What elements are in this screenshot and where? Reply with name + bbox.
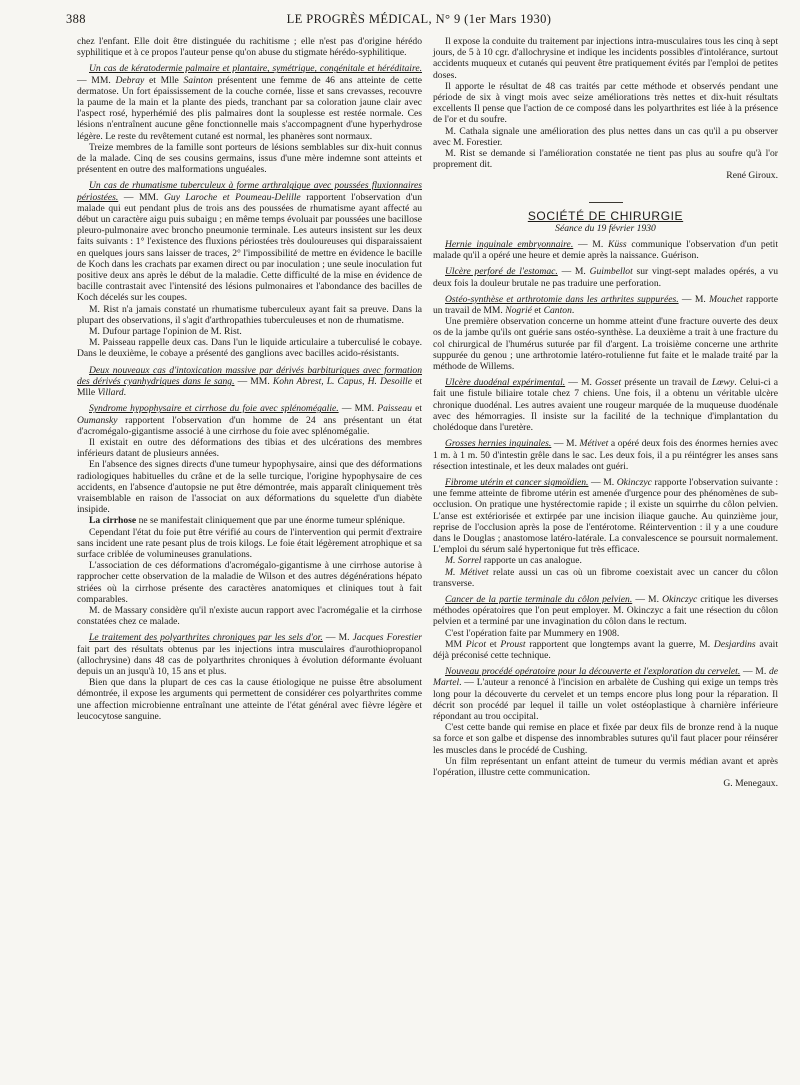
signature-menegaux: G. Menegaux.	[723, 778, 778, 790]
author-name: Okinczyc	[616, 476, 652, 488]
author-name: Mouchet	[709, 293, 743, 305]
author-name: Villard	[97, 387, 124, 399]
article-heading: Fibrome utérin et cancer sigmoïdien.	[445, 476, 589, 488]
author-name: Küss	[607, 239, 627, 251]
article-heading: Un cas de rhumatisme tuberculeux à forme arthralgique avec poussées fluxionnaires périostées.	[77, 180, 422, 203]
journal-title: LE PROGRÈS MÉDICAL, N° 9 (1er Mars 1930)	[286, 12, 552, 26]
paragraph: C'est l'opération faite par Mummery en 1908.	[445, 627, 620, 639]
discussion-dufour: M. Dufour partage l'opinion de M. Rist.	[89, 326, 242, 338]
discussion-rist: M. Rist se demande si l'amélioration constatée ne tient pas plus au soufre qu'à l'or proprement dit.	[433, 148, 778, 171]
article-heading: Le traitement des polyarthrites chroniques par les sels d'or.	[89, 632, 323, 644]
article-heading: Ostéo-synthèse et arthrotomie dans les arthrites suppurées.	[445, 293, 679, 305]
author-name: Lœwy	[711, 377, 735, 389]
author-name: Picot	[465, 638, 487, 650]
article-text: fait part des résultats obtenus par les injections intra musculaires d'aurothiopropanol (allochrysine) dans 48 cas de polyarthrites chroniques à évolution déformante évoluant depuis un an jusqu'à 10, 15 ans et plus.	[77, 643, 422, 677]
author-name: Nogrié	[505, 305, 532, 317]
article-text: rapportent l'observation d'un homme de 24 ans présentant un état d'acromégalo-gigantisme associé à une cirrhose du foie avec splénomégalie.	[77, 414, 422, 437]
discussion-rist: M. Rist n'a jamais constaté un rhumatisme tuberculeux ayant fait sa preuve. Dans la plupart des observations, il s'agit d'arthropathies tuberculeuses et non de rhumatisme.	[77, 303, 423, 326]
paragraph: Il apporte le résultat de 48 cas traités par cette méthode et observés pendant une période de six à vingt mois avec seize améliorations très nettes et dix-huit résultats excellents Il pense que l'action de ce composé dans les polyarthrites est liée à la présence de l'or et du soufre.	[433, 80, 778, 126]
article-heading: Hernie inguinale embryonnaire.	[445, 239, 574, 251]
paragraph: C'est cette bande qui remise en place et fixée par deux fils de bronze rend à la nuque sa force et son galbe et dispense des innombrables sutures qu'il faut placer pour réinsérer les muscles dans le procédé de Cushing.	[433, 722, 778, 756]
author-name: Okinczyc	[662, 593, 698, 605]
article-cancer-colon: Cancer de la partie terminale du côlon pelvien. — M. Okinczyc critique les diverses méthodes opératoires que l'on peut employer. M. Okinczyc a fait une résection du côlon pelvien et a terminé par une invagination du côlon dans le rectum.	[433, 593, 778, 628]
paragraph: Un film représentant un enfant atteint de tumeur du vermis médian avant et après l'opération, illustre cette communication.	[433, 755, 778, 778]
article-heading: Grosses hernies inguinales.	[445, 438, 552, 450]
discussion-massary: M. de Massary considère qu'il n'existe aucun rapport avec l'acromégalie et la cirrhose constatées chez ce malade.	[77, 604, 422, 628]
discussion-sorrel: M. Sorrel rapporte un cas analogue.	[445, 555, 582, 567]
article-heading: Un cas de kératodermie palmaire et plantaire, symétrique, congénitale et héréditaire.	[89, 63, 422, 75]
article-text: rapportent l'observation d'un malade qui eut pendant plus de trois ans des poussées de rhumatisme ayant affecté au début un caractère aigu puis subaigu ; en même temps évoluait par poussées une bacillose pleuro-pulmonaire avec broncho pneumonie terminale. Les auteurs insistent sur les deux faits suivants : 1° l'existence des fluxions périostées très douloureuses qui disparaissaient en quelques jours sans laisser de traces, 2° l'impossibilité de mettre en évidence le bacille de Koch dans les crachats par examen direct ou par inoculation ; une seule inoculation fut positive deux ans après le début de la maladie. Cette difficulté de la mise en évidence de bacille contrastait avec l'intensité des lésions pulmonaires et l'abondance des bacilles de Koch décelés sur les coupes.	[77, 191, 422, 304]
paragraph: chez l'enfant. Elle doit être distinguée du rachitisme ; elle n'est pas d'origine hérédo syphilitique et à ce propos l'auteur pense qu'on abuse du stigmate hérédo-syphilitique.	[77, 36, 422, 59]
article-heading: Nouveau procédé opératoire pour la découverte et l'exploration du cervelet.	[445, 666, 741, 678]
article-rhumatisme: Un cas de rhumatisme tuberculeux à forme arthralgique avec poussées fluxionnaires périostées. — MM. Guy Laroche et Poumeau-Delille rapportent l'observation d'un malade qui eut pendant plus de trois ans des poussées de rhumatisme ayant affecté au début un caractère aigu puis subaigu ; en même temps évoluait par poussées une bacillose pleuro-pulmonaire avec broncho pneumonie terminale. Les auteurs insistent sur les deux faits suivants : 1° l'existence des fluxions périostées très douloureuses qui disparaissaient en quelques jours sans laisser de traces, 2° l'impossibilité de mettre en évidence le bacille de Koch dans les crachats par examen direct ou par inoculation ; une seule inoculation fut positive deux ans après le début de la maladie. Cette difficulté de la mise en évidence de bacille contrastait avec l'intensité des lésions pulmonaires et l'abondance des bacilles de Koch décelés sur les coupes.	[77, 180, 422, 304]
article-keratodermie: Un cas de kératodermie palmaire et plantaire, symétrique, congénitale et héréditaire.— MM. Debray et Mlle Sainton présentent une femme de 46 ans atteinte de cette dermatose. Un fort épaississement de la couche cornée, lisse et sans crevasses, recouvre la paume de la main et la plante des pieds, tranchant par sa coloration jaune clair avec l'aspect rosé, hyperhémié des plis palmaires dont la souplesse est restée normale. Ces lésions n'entraînent aucune gêne fonctionnelle mais s'accompagnent d'une hyperhydrose légère. Le reste du revêtement cutané est normal, les phanères sont normaux.	[77, 63, 422, 142]
author-name: Kohn Abrest, L. Capus, H. Desoille	[272, 375, 412, 387]
article-heading: Syndrome hypophysaire et cirrhose du foie avec splénomégalie.	[89, 403, 339, 415]
article-heading: Ulcère duodénal expérimental.	[445, 377, 566, 389]
article-hernie: Hernie inguinale embryonnaire. — M. Küss communique l'observation d'un petit malade qu'il a opéré une heure et demie après la naissance. Guérison.	[433, 239, 778, 262]
paragraph: Bien que dans la plupart de ces cas la cause étiologique ne puisse être absolument démontrée, il expose les arguments qui permettent de considérer ces polyarthrites comme une affection microbienne entraînant une atteinte de l'état général avec fièvre légère et leucocytose sanguine.	[77, 677, 422, 722]
running-head	[66, 12, 772, 28]
section-title: SOCIÉTÉ DE CHIRURGIE	[527, 208, 684, 223]
author-name: Canton	[543, 305, 572, 317]
author-name: Guy Laroche et Poumeau-Delille	[163, 191, 301, 203]
signature-giroux: René Giroux.	[726, 170, 778, 182]
discussion-picot-proust: MM Picot et Proust rapportent que longtemps avant la guerre, M. Desjardins avait déjà préconisé cette technique.	[433, 638, 778, 661]
paragraph: Une première observation concerne un homme atteint d'une fracture ouverte des deux os de la jambe qu'ils ont guérie sans ostéo-synthèse. La deuxième a trait à une fracture du col chirurgical de l'humérus suturée par fil d'argent. La troisième concerne une arthrite suppurée du genou ; une arthrotomie latéro-rotulienne fut faite et le malade traité par la méthode de Willems.	[433, 316, 778, 373]
article-cervelet: Nouveau procédé opératoire pour la découverte et l'exploration du cervelet. — M. de Martel. — L'auteur a renoncé à l'incision en arbalète de Cushing qui exige un temps très long pour la découverte du cervelet et un temps encore plus long pour la réparation. Il décrit son procédé par lequel il taille un volet ostéoplastique à charnière inférieure répondant au trou occipital.	[433, 666, 779, 722]
article-text: présentent une femme de 46 ans atteinte de cette dermatose. Un fort épaississement de la couche cornée, lisse et sans crevasses, recouvre la paume de la main et la plante des pieds, tranchant par sa coloration jaune clair avec l'aspect rosé, hyperhémié des plis palmaires dont la souplesse est restée normale. Ces lésions n'entraînent aucune gêne fonctionnelle mais s'accompagnent d'une hyperhydrose légère. Le reste du revêtement cutané est normal, les phanères sont normaux.	[77, 74, 422, 142]
article-barbituriques: Deux nouveaux cas d'intoxication massive par dérivés barbituriques avec formation des dérivés cyanhydriques dans le sang. — MM. Kohn Abrest, L. Capus, H. Desoille et Mlle Villard.	[77, 364, 422, 399]
left-column	[77, 36, 422, 722]
article-heading: Deux nouveaux cas d'intoxication massive par dérivés barbituriques avec formation des dérivés cyanhydriques dans le sang.	[77, 364, 422, 387]
paragraph: Il expose la conduite du traitement par injections intra-musculaires tous les cinq à sept jours, de 5 à 10 cgr. d'allochrysine et indique les incidents possibles d'intolérance, surtout accidents muqueux et cutanés qui peuvent être pratiquement évités par l'emploi de petites doses.	[433, 36, 778, 81]
paragraph: L'association de ces déformations d'acromégalo-gigantisme à une cirrhose autorise à rapprocher cette observation de la maladie de Wilson et des autres dégénérations hépato striées où la cirrhose présente des caractères anatomiques et cliniques tout à fait comparables.	[77, 560, 422, 605]
section-divider	[589, 202, 623, 203]
article-ulcere-duodenal: Ulcère duodénal expérimental. — M. Gosset présente un travail de Lœwy. Celui-ci a fait une fistule biliaire totale chez 7 chiens. Une fois, il a obtenu un véritable ulcère chronique duodénal. Les autres avaient une rougeur marquée de la muqueuse duodénale avec des hémorragies. Il insiste sur la facilité de la technique d'implantation du cholédoque dans l'uretère.	[433, 377, 779, 434]
article-osteosynthese: Ostéo-synthèse et arthrotomie dans les arthrites suppurées. — M. Mouchet rapporte un travail de MM. Nogrié et Canton.	[433, 293, 778, 317]
right-column	[433, 36, 778, 789]
paragraph: Treize membres de la famille sont porteurs de lésions semblables sur dix-huit connus de la malade. Cinq de ses cousins germains, issus d'une mère indemne sont atteints et présentent en outre des malformations unguéales.	[77, 141, 422, 176]
discussion-cathala: M. Cathala signale une amélioration des plus nettes dans un cas qu'il a pu observer avec M. Forestier.	[433, 125, 778, 148]
section-header-societe	[433, 202, 778, 234]
author-name: Paisseau	[377, 403, 412, 415]
page-number: 388	[66, 12, 86, 26]
author-name: Proust	[500, 638, 526, 650]
discussion-paisseau: M. Paisseau rappelle deux cas. Dans l'un le liquide articulaire a tuberculisé le cobaye. Dans le deuxième, le cobaye a présenté des ganglions avec bacilles acido-résistants.	[77, 337, 422, 360]
article-grosses-hernies: Grosses hernies inguinales. — M. Métivet a opéré deux fois des énormes hernies avec 1 m. à 1 m. 50 d'intestin grêle dans le sac. Les deux fois, il a pu réintégrer les anses sans résection intestinale, et les deux malades ont guéri.	[433, 438, 779, 472]
author-name: Jacques Forestier	[352, 632, 422, 644]
article-polyarthrites: Le traitement des polyarthrites chroniques par les sels d'or. — M. Jacques Forestier fait part des résultats obtenus par les injections intra musculaires d'aurothiopropanol (allochrysine) dans 48 cas de polyarthrites chroniques à évolution déformante évoluant depuis un an jusqu'à 10, 15 ans et plus.	[77, 632, 422, 677]
section-date: Séance du 19 février 1930	[555, 222, 656, 234]
paragraph: Cependant l'état du foie put être vérifié au cours de l'intervention qui permit d'extraire sans incident une rate pesant plus de trois kilogs. Le foie était légèrement atrophique et sa surface criblée de volumineuses granulations.	[77, 526, 422, 560]
author-name: Desjardins	[713, 638, 756, 650]
author-name: Gosset	[595, 377, 622, 389]
article-hypophysaire: Syndrome hypophysaire et cirrhose du foie avec splénomégalie. — MM. Paisseau et Oumansky rapportent l'observation d'un homme de 24 ans présentant un état d'acromégalo-gigantisme associé à une cirrhose du foie avec splénomégalie.	[77, 403, 422, 437]
article-fibrome: Fibrome utérin et cancer sigmoïdien. — M. Okinczyc rapporte l'observation suivante : une femme atteinte de fibrome utérin est amenée d'urgence pour des phénomènes de sub-occlusion. On pratique une hystérectomie rapide ; il existe un squirrhe du côlon pelvien. L'anse est extériorisée et extirpée par une incision iliaque gauche. Au quinzième jour, reprise de l'occlusion après la pose de l'entérotome. Réintervention : il y a une coudure dans le Douglas ; anastomose latéro-latérale. La convalescence se poursuit normalement. L'emploi du sérum salé hypertonique fut très efficace.	[433, 476, 779, 556]
discussion-metivet: M. Métivet relate aussi un cas où un fibrome coexistait avec un cancer du côlon transverse.	[433, 566, 778, 589]
author-name: Guimbellot	[589, 266, 633, 278]
paragraph: En l'absence des signes directs d'une tumeur hypophysaire, ainsi que des déformations radiologiques habituelles du crâne et de la selle turcique, l'origine hypophysaire de ces accidents, en l'absence d'autopsie ne put être démontrée, mais apparaît cliniquement très vraisemblable en raison de l'associat on aux déformations du squelette d'un diabète insipide.	[77, 459, 422, 516]
author-name: Debray	[115, 74, 145, 86]
author-name: de Martel	[433, 666, 779, 689]
author-name: Métivet	[579, 438, 609, 450]
paragraph: Il existait en outre des déformations des tibias et des ulcérations des membres inférieurs datant de plusieurs années.	[77, 436, 422, 460]
article-ulcere-estomac: Ulcère perforé de l'estomac. — M. Guimbellot sur vingt-sept malades opérés, a vu deux fois la douleur brutale ne pas traduire une perforation.	[433, 266, 779, 289]
author-name: Oumansky	[77, 414, 118, 426]
author-name: Sainton	[183, 74, 213, 86]
article-heading: Cancer de la partie terminale du côlon pelvien.	[445, 593, 633, 605]
paragraph: La cirrhose ne se manifestait cliniquement que par une énorme tumeur splénique.	[89, 515, 405, 527]
article-heading: Ulcère perforé de l'estomac.	[445, 266, 558, 278]
